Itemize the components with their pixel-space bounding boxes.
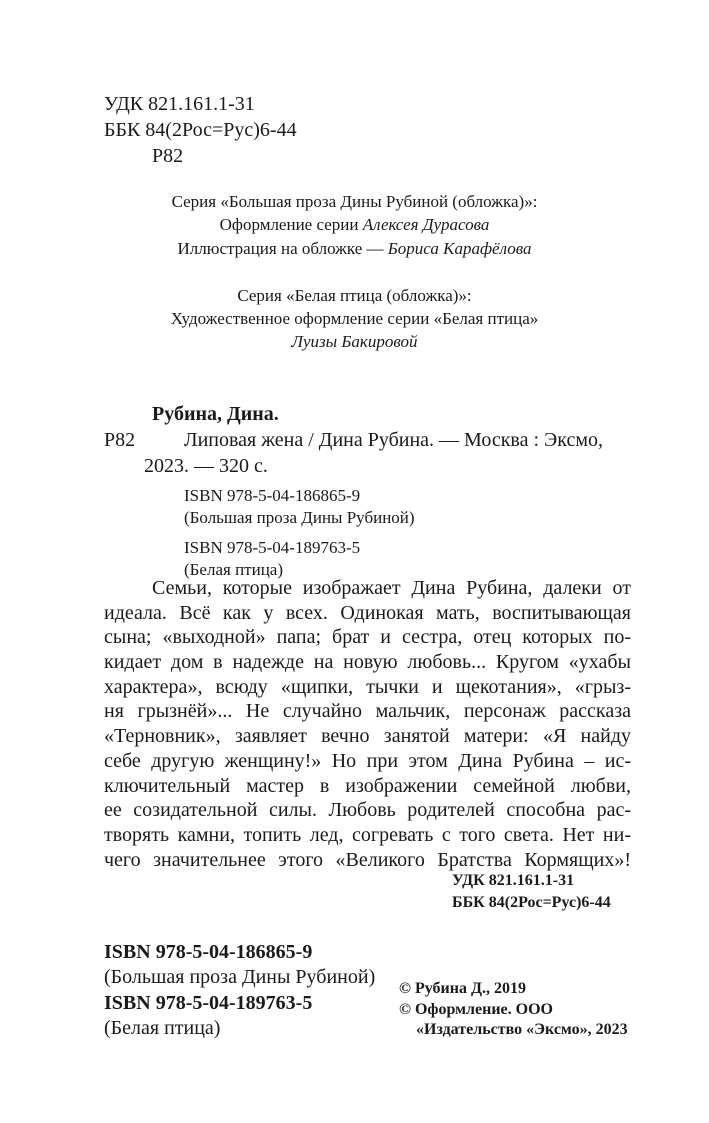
series-2-design: Художественное оформление серии «Белая птица» bbox=[170, 309, 539, 328]
annotation-line: «Терновник», заявляет вечно занятой матери: «Я найду bbox=[104, 725, 631, 748]
bbk-code: ББК 84(2Рос=Рус)6-44 bbox=[104, 119, 297, 141]
annotation-line: сына; «выходной» папа; брат и сестра, отец которых по- bbox=[104, 626, 631, 649]
annotation-line: творять камни, топить лед, согревать с того света. Нет ни- bbox=[104, 823, 631, 846]
annotation-line: чего значительнее этого «Великого Братства Кормящих»! bbox=[104, 848, 631, 871]
annotation-line: характера», всюду «щипки, тычки и щекотания», «грыз- bbox=[104, 675, 631, 698]
series-1-design bbox=[0, 214, 709, 236]
udk-code-repeat: УДК 821.161.1-31 bbox=[452, 872, 575, 889]
footer-isbn-1: ISBN 978-5-04-186865-9 bbox=[104, 941, 313, 963]
bib-title-line2: 2023. — 320 с. bbox=[144, 455, 268, 477]
annotation-line: ее созидательной силы. Любовь родителей способна рас- bbox=[104, 799, 631, 822]
annotation-line: кидает дом в надежде на новую любовь... Кругом «ухабы bbox=[104, 651, 631, 674]
udk-code: УДК 821.161.1-31 bbox=[104, 93, 255, 115]
series-2-designer: Луизы Бакировой bbox=[291, 332, 418, 351]
series-1-illustration-label: Иллюстрация на обложке — bbox=[177, 239, 388, 258]
series-1-design-label: Оформление серии bbox=[219, 215, 363, 234]
author-heading: Рубина, Дина. bbox=[152, 403, 279, 425]
series-2-title: Серия «Белая птица (обложка)»: bbox=[237, 286, 472, 305]
isbn-2: ISBN 978-5-04-189763-5 bbox=[184, 538, 361, 557]
annotation-line: себе другую женщину!» Но при этом Дина Рубина – ис- bbox=[104, 749, 631, 772]
series-1-designer: Алексея Дурасова bbox=[362, 215, 490, 234]
copyright-author: © Рубина Д., 2019 bbox=[399, 980, 526, 997]
annotation-line: Семьи, которые изображает Дина Рубина, далеки от bbox=[152, 577, 631, 599]
footer-isbn-2-series: (Белая птица) bbox=[104, 1017, 221, 1039]
series-1-illustrator: Бориса Карафёлова bbox=[387, 239, 532, 258]
bbk-code-repeat: ББК 84(2Рос=Рус)6-44 bbox=[452, 894, 611, 911]
series-1-title: Серия «Большая проза Дины Рубиной (обложка)»: bbox=[171, 192, 538, 211]
isbn-2-series: (Белая птица) bbox=[184, 560, 283, 579]
copyright-design: © Оформление. ООО bbox=[399, 1001, 553, 1018]
copyright-publisher: «Издательство «Эксмо», 2023 bbox=[416, 1021, 628, 1038]
isbn-1: ISBN 978-5-04-186865-9 bbox=[184, 486, 361, 505]
annotation-line: идеала. Всё как у всех. Одинокая мать, воспитывающая bbox=[104, 601, 631, 624]
annotation-line: ключительный мастер в изображении семейной любви, bbox=[104, 774, 631, 797]
footer-isbn-1-series: (Большая проза Дины Рубиной) bbox=[104, 966, 376, 988]
series-1-illustration bbox=[0, 238, 709, 260]
annotation bbox=[104, 576, 631, 872]
author-mark: Р82 bbox=[152, 145, 184, 167]
footer-isbn-2: ISBN 978-5-04-189763-5 bbox=[104, 992, 313, 1014]
bib-mark: Р82 bbox=[104, 429, 136, 451]
bib-title-line1: Липовая жена / Дина Рубина. — Москва : Эксмо, bbox=[184, 429, 603, 451]
annotation-line: ня грызнёй»... Не случайно мальчик, персонаж рассказа bbox=[104, 700, 631, 723]
isbn-1-series: (Большая проза Дины Рубиной) bbox=[184, 508, 415, 527]
